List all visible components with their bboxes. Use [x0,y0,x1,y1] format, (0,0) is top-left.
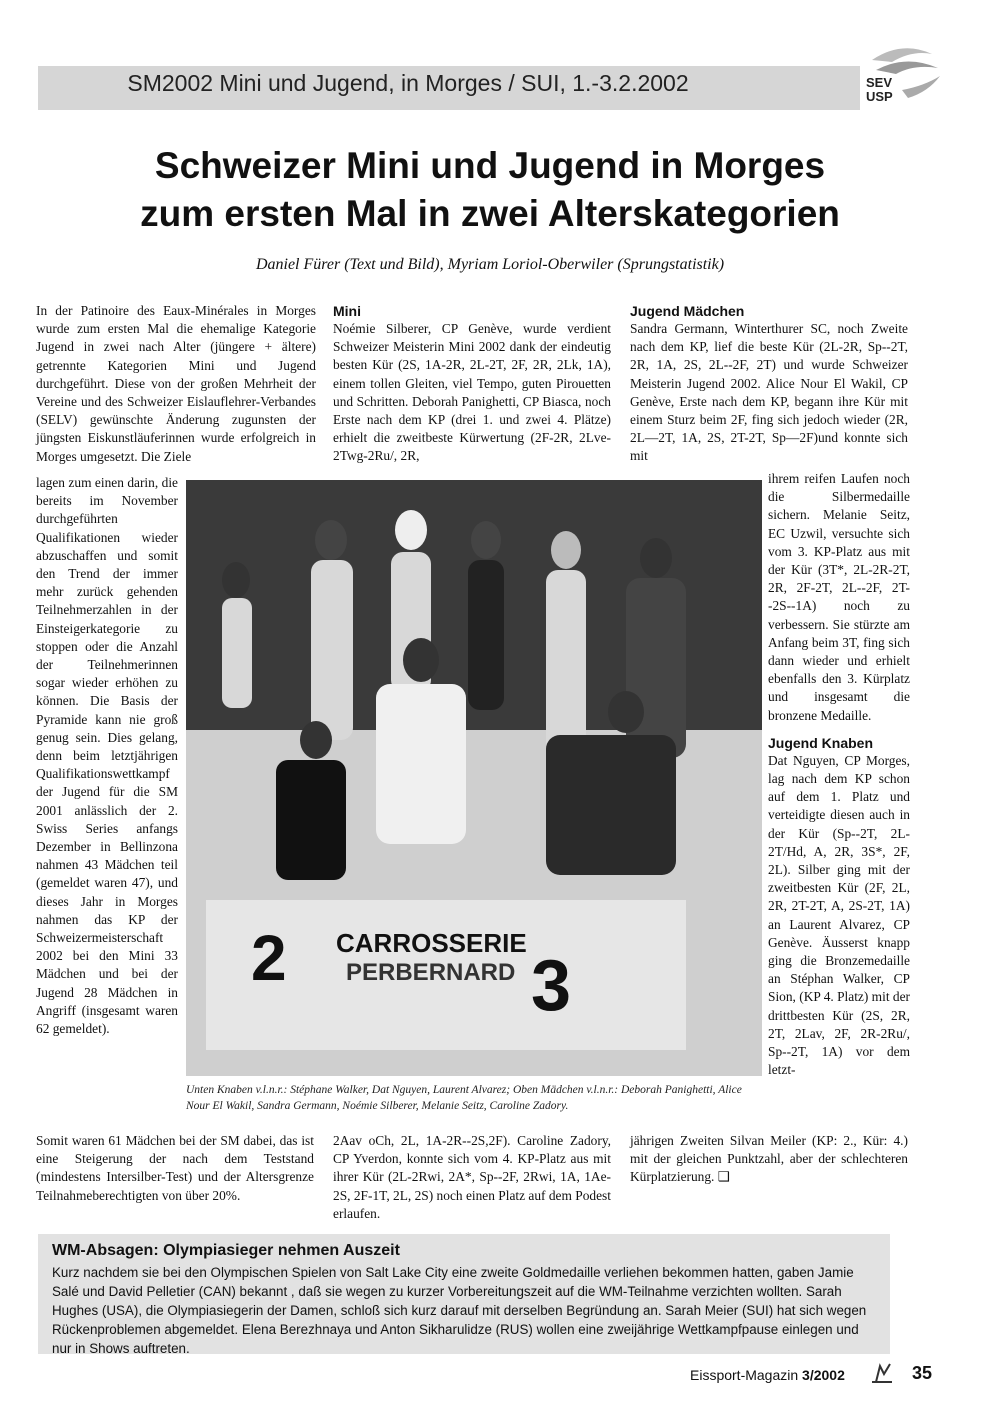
paragraph-jugend-knaben: Dat Nguyen, CP Morges, lag nach dem KP schon auf dem 1. Platz und verteidigte diesen auch in der Kür (Sp--2T, 2L-2T/Hd, A, 2R, 3S*, 2F, 2L). Silber ging mit der zweitbesten Kür (2F, 2L, 2R, 2T-2T, A, 2S-2T, 1A) an Laurent Alvarez, CP Genève. Äusserst knapp ging die Bronzemedaille an Stéphan Walker, CP Sion, (KP 4. Platz) mit der drittbesten Kür (2S, 2R, 2T, 2Lav, 2F, 2R-2Ru/, Sp--2T, 1A) vor dem letzt- [768,752,910,1078]
podium-number-3: 3 [531,946,572,1026]
podium-photo-illustration [186,480,762,1076]
page-number: 35 [912,1363,933,1383]
byline: Daniel Fürer (Text und Bild), Myriam Loriol-Oberwiler (Sprungstatistik) [255,256,725,273]
paragraph-intro-end: Somit waren 61 Mädchen bei der SM dabei, das ist eine Steigerung der nach dem Teststand (mindestens Intersilber-Test) und der Altersgrenze Teilnahmeberechtigten von über 20%. [36,1133,314,1203]
logo-line-2: USP [866,89,893,104]
column-3-top [630,302,908,466]
column-2-top [333,302,611,466]
paragraph-jugend-maedchen-continued: ihrem reifen Laufen noch die Silbermedaille sichern. Melanie Seitz, EC Uzwil, versuchte sich vom 3. KP-Platz aus mit der Kür (3T*, 2L-2R-2T, 2R, 2F-2T, 2L--2F, 2T--2S--1A) noch zu verbessern. Sie stürzte am Anfang beim 3T, fing sich dann wieder und erhielt ebenfalls den 3. Kürplatz und insgesamt die bronzene Medaille. [768,471,910,723]
paragraph-jugend-knaben-end: jährigen Zweiten Silvan Meiler (KP: 2., Kür: 4.) mit der gleichen Punktzahl, aber der schlechteren Kürplatzierung. ❑ [630,1133,908,1185]
logo-line-1: SEV [866,75,893,90]
logo-text [866,76,893,104]
paragraph-jugend-maedchen: Sandra Germann, Winterthurer SC, noch Zweite nach dem KP, lief die beste Kür (2L-2R, Sp--2T, 2R, 1A, 2S, 2L--2F, 2T) und wurde Schweizer Meisterin Jugend 2002. Alice Nour El Wakil, CP Genève, Erste nach dem KP, begann ihre Kür mit einem Sturz beim 2F, fing sich jedoch wieder (2R, 2L—2T, 1A, 2S, 2T-2T, Sp—2F)und konnte sich mit [630,321,908,464]
skater-icon [868,1360,896,1386]
column-1-narrow [36,474,178,1038]
event-header: SM2002 Mini und Jugend, in Morges / SUI, 1.-3.2.2002 [127,70,689,96]
footer [690,1367,845,1383]
paragraph-intro-continued: lagen zum einen darin, die bereits im November durchgeführten Qualifikationen wieder abzuschaffen und somit den Trend der immer mehr zurück gehenden Teilnehmerzahlen in der Einsteigerkategorie zu stoppen oder die Anzahl der Teilnehmerinnen sogar wieder erhöhen zu können. Die Basis der Pyramide kann nie groß genug sein. Dies gelang, denn beim letztjährigen Qualifikationswettkampf der Jugend für die SM 2001 anlässlich der 2. Swiss Series anfangs Dezember in Bellinzona nahmen 43 Mädchen teil (gemeldet waren 47), und dieses Jahr in Morges nahmen das KP der Schweizermeisterschaft 2002 bei den Mini 33 Mädchen und bei der Jugend 28 Mädchen in Angriff (insgesamt waren 62 gemeldet). [36,475,178,1037]
podium-number-2: 2 [251,922,287,994]
column-1-bottom [36,1132,314,1205]
banner-text: CARROSSERIE [336,928,527,958]
magazine-name: Eissport-Magazin [690,1367,799,1383]
paragraph-mini: Noémie Silberer, CP Genève, wurde verdient Schweizer Meisterin Mini 2002 dank der eindeutig besten Kür (2S, 1A-2R, 2L-2T, 2F, 2R, 2Lk, 1A), einem tollen Gleiten, viel Tempo, guten Pirouetten und Schritten. Deborah Panighetti, CP Biasca, noch Erste nach dem KP (drei 1. und zwei 4. Plätze) erhielt die zweitbeste Kürwertung (2F-2R, 2Lve-2Twg-2Ru/, 2R, [333,321,611,464]
news-box-title: WM-Absagen: Olympiasieger nehmen Auszeit [52,1242,400,1259]
news-box-body: Kurz nachdem sie bei den Olympischen Spielen von Salt Lake City eine zweite Goldmedaille verliehen bekommen hatten, gaben Jamie Salé und David Pelletier (CAN) bekannt , daß sie wegen zu kurzer Vorbereitungszeit auf die WM-Teilnahme verzichten wollten. Sarah Hughes (USA), die Olympiasiegerin der Damen, schloß sich kurz darauf mit derselben Begründung an. Sarah Meier (SUI) hat sich wegen Rückenproblemen abgemeldet. Elena Berezhnaya und Anton Sikharulidze (RUS) wollen eine zweijährige Wettkampfpause einlegen und nur in Shows auftreten. [52,1265,867,1356]
banner-text-2: PERBERNARD [346,959,516,986]
news-box [38,1234,890,1354]
column-1-top [36,302,316,466]
title-line-1: Schweizer Mini und Jugend in Morges [154,145,826,186]
article-title [40,142,940,238]
column-3-narrow [768,470,910,1080]
subheading-mini: Mini [333,303,361,319]
title-line-2: zum ersten Mal in zwei Alterskategorien [140,193,840,234]
paragraph-mini-end: 2Aav oCh, 2L, 1A-2R--2S,2F). Caroline Zadory, CP Yverdon, konnte sich vom 4. KP-Platz aus mit ihrer Kür (2L-2Rwi, 2A*, Sp--2F, 2Rwi, 1A, 1Ae-2S, 2F-1T, 2L, 2S) noch einen Platz auf dem Podest erlaufen. [333,1133,611,1221]
subheading-jugend-knaben: Jugend Knaben [768,734,874,751]
paragraph-intro: In der Patinoire des Eaux-Minérales in Morges wurde zum ersten Mal die ehemalige Kategorie Jugend in zwei nach Alter (jüngere + ältere) getrennte Kategorien Mini und Jugend durchgeführt. Diese von der großen Mehrheit der Vereine und des Schweizer Eislauflehrer-Verbandes (SELV) gewünschte Änderung zugunsten der jüngsten Eiskunstläuferinnen wurde erfolgreich in Morges umgesetzt. Die Ziele [36,303,316,464]
photo-caption: Unten Knaben v.l.n.r.: Stéphane Walker, Dat Nguyen, Laurent Alvarez; Oben Mädchen v.l.n.r.: Deborah Panighetti, Alice Nour El Wakil, Sandra Germann, Noémie Silberer, Melanie Seitz, Caroline Zadory. [186,1084,742,1112]
podium-photo [186,480,762,1076]
subheading-jugend-maedchen: Jugend Mädchen [630,303,745,319]
column-2-bottom [333,1132,611,1223]
issue-number: 3/2002 [802,1367,845,1383]
column-3-bottom [630,1132,908,1187]
